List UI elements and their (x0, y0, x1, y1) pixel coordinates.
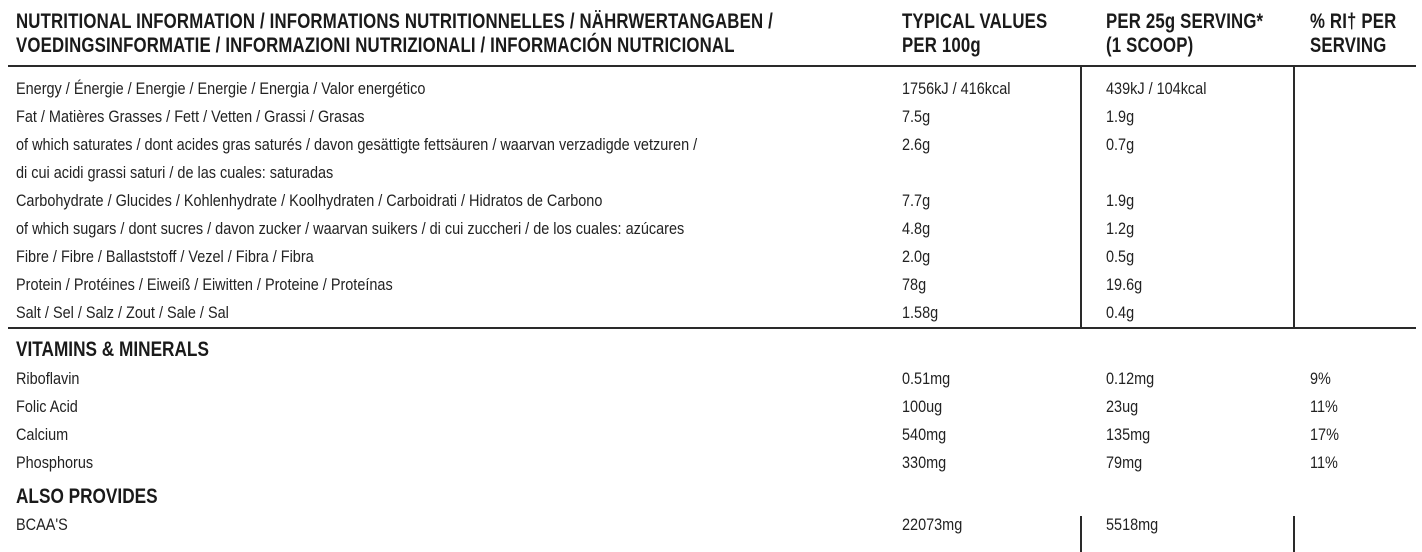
nutrient-label: Salt / Sel / Salz / Zout / Sale / Sal (16, 303, 229, 322)
column-divider-right-top (1293, 66, 1295, 328)
vitamin-serving: 23ug (1106, 397, 1139, 416)
vitamin-serving: 79mg (1106, 453, 1143, 472)
vitamin-per100: 100ug (902, 397, 943, 416)
vitamin-ri: 11% (1310, 397, 1338, 416)
nutrient-serving: 0.7g (1106, 135, 1135, 154)
also-provides-per100: 22073mg (902, 515, 963, 534)
nutrient-label: of which sugars / dont sucres / davon zucker / waarvan suikers / di cui zuccheri / de los cuales: azúcares (16, 219, 685, 238)
nutrient-per100: 7.5g (902, 107, 931, 126)
also-provides-section-title: ALSO PROVIDES (16, 485, 158, 508)
column-divider-right-bottom (1293, 516, 1295, 552)
nutrient-label: Fat / Matières Grasses / Fett / Vetten / Grassi / Grasas (16, 107, 365, 126)
nutrient-per100: 1756kJ / 416kcal (902, 79, 1011, 98)
nutrient-label: Carbohydrate / Glucides / Kohlenhydrate / Koolhydraten / Carboidrati / Hidratos de Carbono (16, 191, 603, 210)
nutrient-label-continued: di cui acidi grassi saturi / de las cuales: saturadas (16, 163, 334, 182)
nutrient-serving: 0.4g (1106, 303, 1135, 322)
header-col-description-line1: NUTRITIONAL INFORMATION / INFORMATIONS NUTRITIONNELLES / NÄHRWERTANGABEN / (16, 10, 773, 33)
nutrient-serving: 439kJ / 104kcal (1106, 79, 1207, 98)
nutrient-label: Fibre / Fibre / Ballaststoff / Vezel / Fibra / Fibra (16, 247, 314, 266)
nutrient-per100: 2.0g (902, 247, 931, 266)
vitamin-label: Folic Acid (16, 397, 78, 416)
header-col-ri-line2: SERVING (1310, 34, 1387, 57)
header-col-description (16, 10, 773, 58)
also-provides-serving: 5518mg (1106, 515, 1159, 534)
nutrient-serving: 19.6g (1106, 275, 1143, 294)
header-col-serving-line1: PER 25g SERVING* (1106, 10, 1264, 33)
vitamins-section-title: VITAMINS & MINERALS (16, 338, 209, 361)
header-col-per100-line2: PER 100g (902, 34, 981, 57)
column-divider-left-bottom (1080, 516, 1082, 552)
header-col-per100-line1: TYPICAL VALUES (902, 10, 1048, 33)
nutrient-per100: 7.7g (902, 191, 931, 210)
nutrient-serving: 1.9g (1106, 107, 1135, 126)
header-col-per100 (902, 10, 1047, 58)
nutrient-label: Energy / Énergie / Energie / Energie / Energia / Valor energético (16, 79, 426, 98)
nutrient-per100: 1.58g (902, 303, 939, 322)
nutrient-label: Protein / Protéines / Eiweiß / Eiwitten / Proteine / Proteínas (16, 275, 393, 294)
vitamin-serving: 135mg (1106, 425, 1151, 444)
nutrient-serving: 1.2g (1106, 219, 1135, 238)
header-col-ri (1310, 10, 1396, 58)
nutrient-per100: 4.8g (902, 219, 931, 238)
nutrient-serving: 0.5g (1106, 247, 1135, 266)
vitamin-label: Calcium (16, 425, 69, 444)
header-col-description-line2: VOEDINGSINFORMATIE / INFORMAZIONI NUTRIZIONALI / INFORMACIÓN NUTRICIONAL (16, 34, 735, 57)
nutrient-serving: 1.9g (1106, 191, 1135, 210)
also-provides-label: BCAA'S (16, 515, 68, 534)
section-divider (8, 327, 1416, 329)
nutrient-per100: 78g (902, 275, 927, 294)
vitamin-label: Riboflavin (16, 369, 80, 388)
header-col-serving (1106, 10, 1263, 58)
header-col-ri-line1: % RI† PER (1310, 10, 1397, 33)
vitamin-label: Phosphorus (16, 453, 94, 472)
nutrient-per100: 2.6g (902, 135, 931, 154)
vitamin-serving: 0.12mg (1106, 369, 1155, 388)
vitamin-per100: 330mg (902, 453, 947, 472)
nutrient-label: of which saturates / dont acides gras saturés / davon gesättigte fettsäuren / waarvan verzadigde vetzuren / (16, 135, 698, 154)
vitamin-per100: 0.51mg (902, 369, 951, 388)
vitamin-ri: 9% (1310, 369, 1331, 388)
header-col-serving-line2: (1 SCOOP) (1106, 34, 1194, 57)
vitamin-ri: 11% (1310, 453, 1338, 472)
vitamin-ri: 17% (1310, 425, 1339, 444)
vitamin-per100: 540mg (902, 425, 947, 444)
header-divider (8, 65, 1416, 67)
column-divider-left-top (1080, 66, 1082, 328)
